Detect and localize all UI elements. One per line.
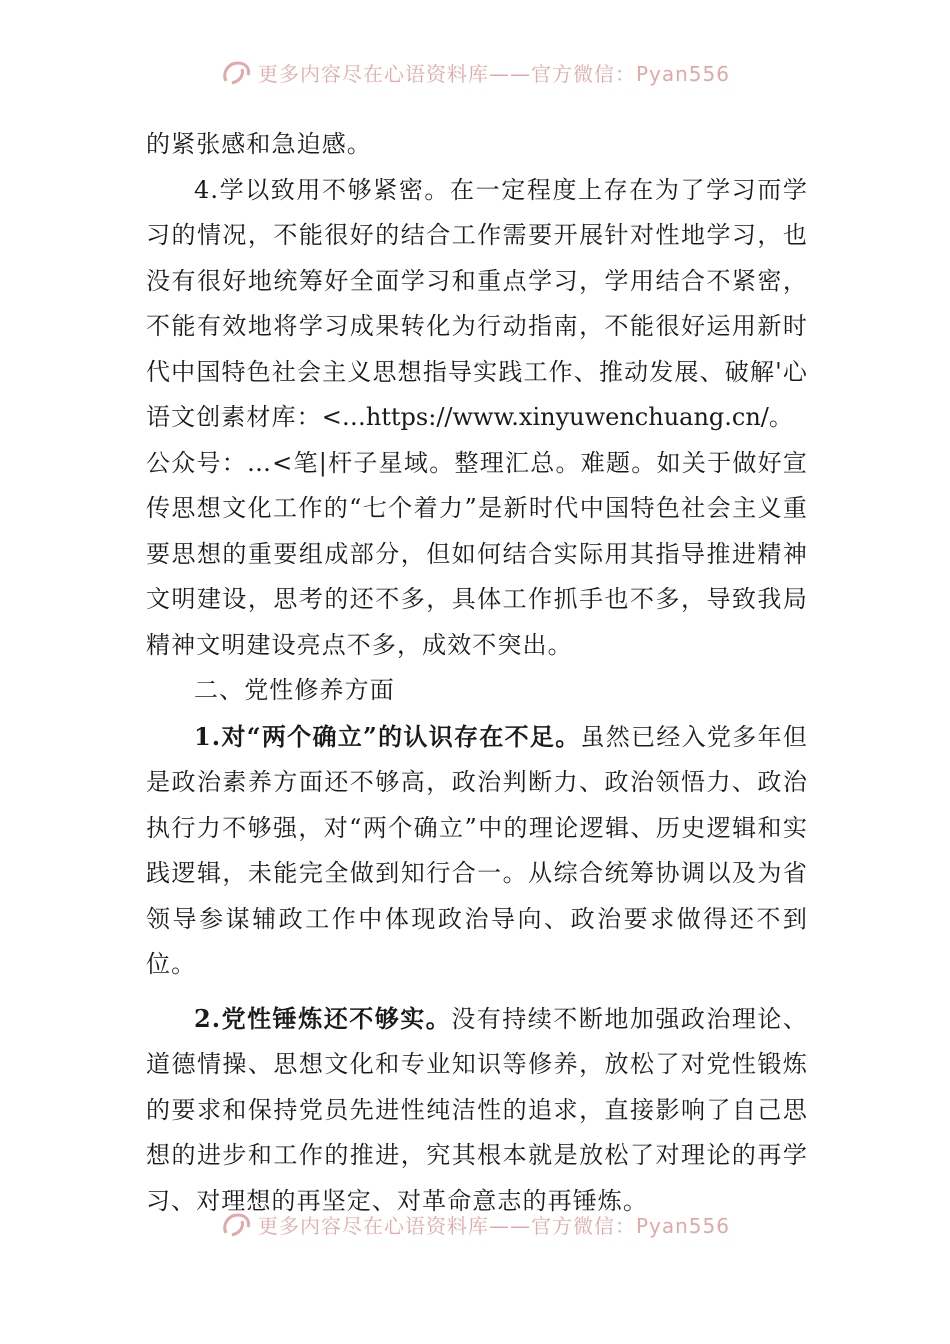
paragraph-item-4: [146, 168, 808, 441]
item-1-text: 虽然已经入党多年但是政治素养方面还不够高，政治判断力、政治领悟力、政治执行力不够强，对“两个确立”中的理论逻辑、历史逻辑和实践逻辑，未能完全做到知行合一。从综合统筹协调以及为省领导参谋辅政工作中体现政治导向、政治要求做得还不到位。: [146, 722, 808, 978]
item-1-heading: 1.对“两个确立”的认识存在不足。: [194, 721, 581, 751]
watermark-text: 更多内容尽在心语资料库——官方微信：Pyan556: [257, 61, 730, 86]
logo-icon: [220, 1209, 254, 1239]
document-body: [146, 122, 808, 1224]
source-url: <…https://www.xinyuwenchuang.cn/。: [321, 403, 793, 431]
paragraph-item-2: [146, 996, 808, 1225]
paragraph-item-4-continued: 公众号：…<笔|杆子星域。整理汇总。难题。如关于做好宣传思想文化工作的“七个着力”是新时代中国特色社会主义重要思想的重要组成部分，但如何结合实际用其指导推进精神文明建设，思考的还不多，具体工作抓手也不多，导致我局精神文明建设亮点不多，成效不突出。: [146, 448, 808, 659]
item-2-heading: 2.党性锤炼还不够实。: [194, 1003, 452, 1033]
logo-icon: [220, 57, 254, 87]
paragraph-item-1: [146, 714, 808, 988]
paragraph-continuation: 的紧张感和急迫感。: [146, 130, 372, 158]
footer-watermark: [0, 1204, 950, 1244]
header-watermark: [0, 52, 950, 92]
section-heading: 二、党性修养方面: [194, 676, 395, 704]
watermark-text: 更多内容尽在心语资料库——官方微信：Pyan556: [257, 1213, 730, 1238]
item-2-text: 没有持续不断地加强政治理论、道德情操、思想文化和专业知识等修养，放松了对党性锻炼的要求和保持党员先进性纯洁性的追求，直接影响了自己思想的进步和工作的推进，究其根本就是放松了对理论的再学习、对理想的再坚定、对革命意志的再锤炼。: [146, 1004, 808, 1215]
paragraph-item-4-text: 4.学以致用不够紧密。在一定程度上存在为了学习而学习的情况，不能很好的结合工作需要开展针对性地学习，也没有很好地统筹好全面学习和重点学习，学用结合不紧密，不能有效地将学习成果转化为行动指南，不能很好运用新时代中国特色社会主义思想指导实践工作、推动发展、破解'心语文创素材库：: [146, 175, 808, 431]
